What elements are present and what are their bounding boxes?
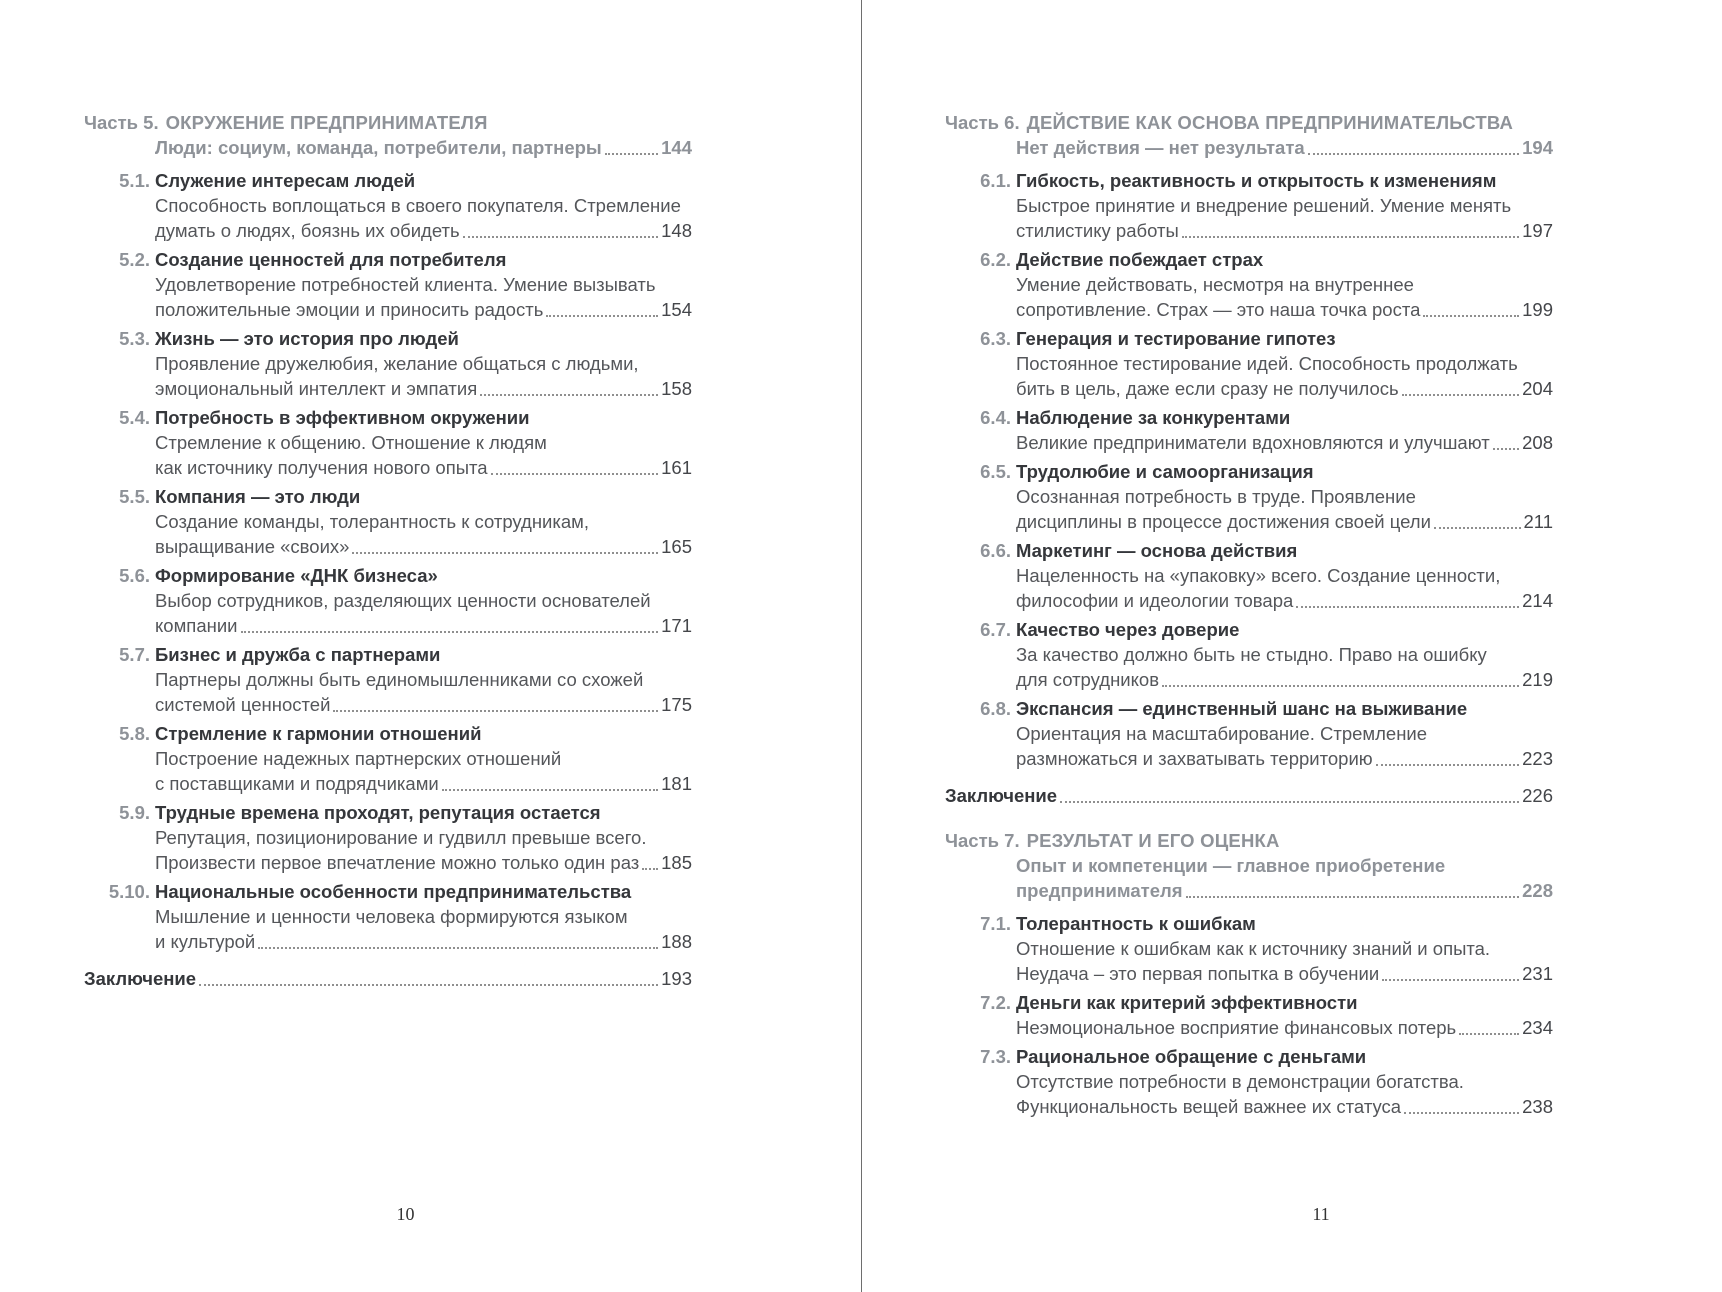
section-title-row [84,484,692,509]
section-title-row [84,800,692,825]
section-number: 5.2. [119,249,150,270]
section-description: Быстрое принятие и внедрение решений. Умение менять [1016,195,1512,216]
dot-leader [1423,315,1519,317]
section-description: Стремление к общению. Отношение к людям [155,432,547,453]
conclusion-title: Заключение [84,968,197,989]
section-title-row [945,459,1553,484]
section-description: Отсутствие потребности в демонстрации богатства. [1016,1071,1464,1092]
section-number: 6.3. [980,328,1011,349]
section-desc-row [945,936,1553,961]
toc-section-entry [84,484,692,559]
section-description: Произвести первое впечатление можно только один раз [155,852,640,873]
section-desc-row [84,904,692,929]
section-desc-row [84,667,692,692]
section-desc-row [84,929,692,954]
section-description: За качество должно быть не стыдно. Право на ошибку [1016,644,1487,665]
section-title: Трудные времена проходят, репутация остается [155,802,601,823]
section-title-row [945,1044,1553,1069]
section-description: с поставщиками и подрядчиками [155,773,439,794]
section-number: 5.8. [119,723,150,744]
section-desc-row [84,825,692,850]
section-desc-row [945,297,1553,322]
toc-page-ref: 154 [661,299,692,320]
section-title-row [84,326,692,351]
toc-page-ref: 197 [1522,220,1553,241]
section-title: Служение интересам людей [155,170,416,191]
toc-page-ref: 234 [1522,1017,1553,1038]
section-desc-row [945,1069,1553,1094]
page-number-right: 11 [1312,1204,1330,1224]
section-description: Неудача – это первая попытка в обучении [1016,963,1380,984]
section-number: 5.7. [119,644,150,665]
dot-leader [463,236,658,238]
toc-page-ref: 228 [1522,880,1553,901]
section-number: 6.5. [980,461,1011,482]
section-title: Компания — это люди [155,486,361,507]
section-description: Построение надежных партнерских отношений [155,748,562,769]
part-subtitle-row [945,135,1553,160]
section-description: Удовлетворение потребностей клиента. Умение вызывать [155,274,656,295]
section-number: 7.3. [980,1046,1011,1067]
section-desc-row [945,1015,1553,1040]
section-description: Функциональность вещей важнее их статуса [1016,1096,1402,1117]
toc-section-entry [945,247,1553,322]
toc-part-block [945,110,1553,160]
dot-leader [1060,801,1519,803]
section-number: 7.1. [980,913,1011,934]
part-title: ДЕЙСТВИЕ КАК ОСНОВА ПРЕДПРИНИМАТЕЛЬСТВА [1026,112,1514,133]
section-desc-row [84,193,692,218]
section-title: Потребность в эффективном окружении [155,407,530,428]
dot-leader [1182,236,1519,238]
section-description: Осознанная потребность в труде. Проявление [1016,486,1416,507]
toc-section-entry [945,168,1553,243]
section-desc-row [945,351,1553,376]
conclusion-row [84,966,692,991]
dot-leader [1308,153,1519,155]
section-desc-row [945,218,1553,243]
section-description: дисциплины в процессе достижения своей цели [1016,511,1431,532]
section-desc-row [945,484,1553,509]
toc-page-ref: 238 [1522,1096,1553,1117]
part-subtitle-row [945,878,1553,903]
toc-column-right [945,110,1553,1119]
section-description: компании [155,615,238,636]
section-title: Маркетинг — основа действия [1016,540,1298,561]
section-number: 5.3. [119,328,150,349]
section-description: Проявление дружелюбия, желание общаться с людьми, [155,353,639,374]
toc-page-ref: 185 [661,852,692,873]
dot-leader [241,631,659,633]
dot-leader [642,868,658,870]
section-desc-row [945,376,1553,401]
section-desc-row [84,351,692,376]
toc-page-ref: 188 [661,931,692,952]
section-description: думать о людях, боязнь их обидеть [155,220,460,241]
section-description: размножаться и захватывать территорию [1016,748,1373,769]
section-desc-row [84,297,692,322]
section-desc-row [84,272,692,297]
dot-leader [1402,394,1519,396]
toc-column-left [84,110,692,991]
toc-page-ref: 175 [661,694,692,715]
section-description: Неэмоциональное восприятие финансовых потерь [1016,1017,1457,1038]
toc-section-entry [945,1044,1553,1119]
dot-leader [1459,1033,1519,1035]
section-title: Наблюдение за конкурентами [1016,407,1291,428]
section-title: Стремление к гармонии отношений [155,723,482,744]
toc-page-ref: 171 [661,615,692,636]
toc-section-entry [84,326,692,401]
section-title-row [945,247,1553,272]
section-desc-row [945,1094,1553,1119]
toc-section-entry [84,247,692,322]
toc-section-entry [84,563,692,638]
section-description: Создание команды, толерантность к сотрудникам, [155,511,590,532]
part-title: ОКРУЖЕНИЕ ПРЕДПРИНИМАТЕЛЯ [165,112,488,133]
section-number: 5.4. [119,407,150,428]
part-header-row [945,828,1553,853]
toc-part-block [84,110,692,160]
section-title-row [84,563,692,588]
page-divider [861,0,862,1292]
toc-page-ref: 226 [1522,785,1553,806]
section-desc-row [84,430,692,455]
toc-section-entry [84,800,692,875]
toc-page-ref: 165 [661,536,692,557]
toc-section-entry [945,911,1553,986]
section-title-row [945,617,1553,642]
section-number: 5.9. [119,802,150,823]
section-title: Действие побеждает страх [1016,249,1264,270]
section-desc-row [945,272,1553,297]
section-title-row [945,538,1553,563]
section-title: Экспансия — единственный шанс на выживание [1016,698,1468,719]
section-desc-row [945,961,1553,986]
toc-page-ref: 193 [661,968,692,989]
section-number: 6.7. [980,619,1011,640]
section-description: Великие предприниматели вдохновляются и улучшают [1016,432,1490,453]
toc-conclusion-entry [84,966,692,991]
section-number: 6.2. [980,249,1011,270]
section-desc-row [84,218,692,243]
section-title-row [945,405,1553,430]
toc-section-entry [945,459,1553,534]
dot-leader [546,315,658,317]
section-description: системой ценностей [155,694,331,715]
section-desc-row [84,692,692,717]
section-title-row [945,911,1553,936]
section-title: Национальные особенности предпринимательства [155,881,632,902]
dot-leader [1382,979,1519,981]
section-desc-row [945,588,1553,613]
toc-page-ref: 219 [1522,669,1553,690]
section-description: Репутация, позиционирование и гудвилл превыше всего. [155,827,647,848]
part-subtitle-row [945,853,1553,878]
toc-page-ref: 204 [1522,378,1553,399]
section-description: Отношение к ошибкам как к источнику знаний и опыта. [1016,938,1491,959]
section-description: эмоциональный интеллект и эмпатия [155,378,478,399]
section-number: 6.6. [980,540,1011,561]
section-number: 6.8. [980,698,1011,719]
toc-page-ref: 208 [1522,432,1553,453]
toc-part-block [945,828,1553,903]
section-number: 5.10. [108,881,150,902]
section-title: Генерация и тестирование гипотез [1016,328,1336,349]
section-title: Деньги как критерий эффективности [1016,992,1358,1013]
section-number: 5.6. [119,565,150,586]
section-title: Гибкость, реактивность и открытость к изменениям [1016,170,1497,191]
dot-leader [1376,764,1519,766]
dot-leader [1434,527,1521,529]
section-desc-row [945,193,1553,218]
section-description: Мышление и ценности человека формируются языком [155,906,628,927]
section-title: Рациональное обращение с деньгами [1016,1046,1367,1067]
section-description: Выбор сотрудников, разделяющих ценности основателей [155,590,651,611]
section-number: 5.5. [119,486,150,507]
section-desc-row [84,588,692,613]
dot-leader [1162,685,1519,687]
toc-page-ref: 148 [661,220,692,241]
dot-leader [480,394,658,396]
section-title-row [945,696,1553,721]
part-subtitle: предпринимателя [1016,880,1183,901]
section-desc-row [945,563,1553,588]
section-desc-row [945,430,1553,455]
section-description: Нацеленность на «упаковку» всего. Создание ценности, [1016,565,1501,586]
toc-section-entry [945,405,1553,455]
toc-page-ref: 158 [661,378,692,399]
toc-section-entry [84,405,692,480]
toc-page-ref: 211 [1523,511,1553,532]
section-title: Создание ценностей для потребителя [155,249,507,270]
part-subtitle-row [84,135,692,160]
dot-leader [491,473,659,475]
part-header-row [84,110,692,135]
section-desc-row [84,771,692,796]
section-title-row [84,879,692,904]
dot-leader [199,984,658,986]
dot-leader [1296,606,1519,608]
toc-page-ref: 231 [1522,963,1553,984]
section-desc-row [945,509,1553,534]
section-description: философии и идеологии товара [1016,590,1294,611]
section-description: положительные эмоции и приносить радость [155,299,544,320]
section-description: Партнеры должны быть единомышленниками со схожей [155,669,644,690]
dot-leader [333,710,658,712]
section-description: стилистику работы [1016,220,1179,241]
section-number: 6.4. [980,407,1011,428]
toc-section-entry [84,879,692,954]
section-title-row [84,642,692,667]
section-number: 7.2. [980,992,1011,1013]
section-description: выращивание «своих» [155,536,350,557]
conclusion-title: Заключение [945,785,1058,806]
part-title: РЕЗУЛЬТАТ И ЕГО ОЦЕНКА [1026,830,1280,851]
part-subtitle: Люди: социум, команда, потребители, партнеры [155,137,602,158]
section-desc-row [84,509,692,534]
section-title: Качество через доверие [1016,619,1240,640]
section-number: 5.1. [119,170,150,191]
section-description: Ориентация на масштабирование. Стремление [1016,723,1428,744]
toc-section-entry [945,696,1553,771]
section-title: Бизнес и дружба с партнерами [155,644,441,665]
section-desc-row [84,455,692,480]
section-description: Способность воплощаться в своего покупателя. Стремление [155,195,681,216]
toc-page-ref: 194 [1522,137,1553,158]
section-desc-row [945,746,1553,771]
dot-leader [258,947,658,949]
part-subtitle: Нет действия — нет результата [1016,137,1305,158]
toc-conclusion-entry [945,783,1553,808]
dot-leader [605,153,658,155]
section-title: Трудолюбие и самоорганизация [1016,461,1314,482]
toc-section-entry [84,642,692,717]
section-title-row [84,168,692,193]
section-title-row [945,990,1553,1015]
toc-page-ref: 144 [661,137,692,158]
section-title-row [945,326,1553,351]
toc-page-ref: 199 [1522,299,1553,320]
toc-section-entry [945,617,1553,692]
section-description: и культурой [155,931,256,952]
section-number: 6.1. [980,170,1011,191]
toc-section-entry [84,721,692,796]
part-header-row [945,110,1553,135]
section-title-row [945,168,1553,193]
section-desc-row [945,721,1553,746]
section-title-row [84,405,692,430]
section-title-row [84,247,692,272]
dot-leader [1493,448,1519,450]
toc-section-entry [945,538,1553,613]
part-label: Часть 7. [945,830,1020,851]
section-desc-row [945,642,1553,667]
section-desc-row [945,667,1553,692]
section-desc-row [84,534,692,559]
toc-page-ref: 214 [1522,590,1553,611]
section-description: бить в цель, даже если сразу не получилось [1016,378,1399,399]
section-title-row [84,721,692,746]
part-label: Часть 6. [945,112,1020,133]
section-title: Жизнь — это история про людей [155,328,459,349]
toc-page-ref: 161 [661,457,692,478]
toc-section-entry [945,990,1553,1040]
dot-leader [352,552,658,554]
section-description: сопротивление. Страх — это наша точка роста [1016,299,1421,320]
dot-leader [1404,1112,1519,1114]
section-title: Толерантность к ошибкам [1016,913,1256,934]
section-description: Постоянное тестирование идей. Способность продолжать [1016,353,1518,374]
section-desc-row [84,613,692,638]
part-label: Часть 5. [84,112,159,133]
toc-section-entry [945,326,1553,401]
section-desc-row [84,850,692,875]
dot-leader [442,789,658,791]
section-description: Умение действовать, несмотря на внутреннее [1016,274,1414,295]
section-description: как источнику получения нового опыта [155,457,488,478]
page-number-left: 10 [396,1204,415,1224]
toc-page-ref: 181 [661,773,692,794]
section-desc-row [84,376,692,401]
part-subtitle: Опыт и компетенции — главное приобретение [1016,855,1446,876]
conclusion-row [945,783,1553,808]
section-description: для сотрудников [1016,669,1160,690]
toc-page-ref: 223 [1522,748,1553,769]
toc-section-entry [84,168,692,243]
dot-leader [1186,896,1520,898]
section-desc-row [84,746,692,771]
section-title: Формирование «ДНК бизнеса» [155,565,438,586]
